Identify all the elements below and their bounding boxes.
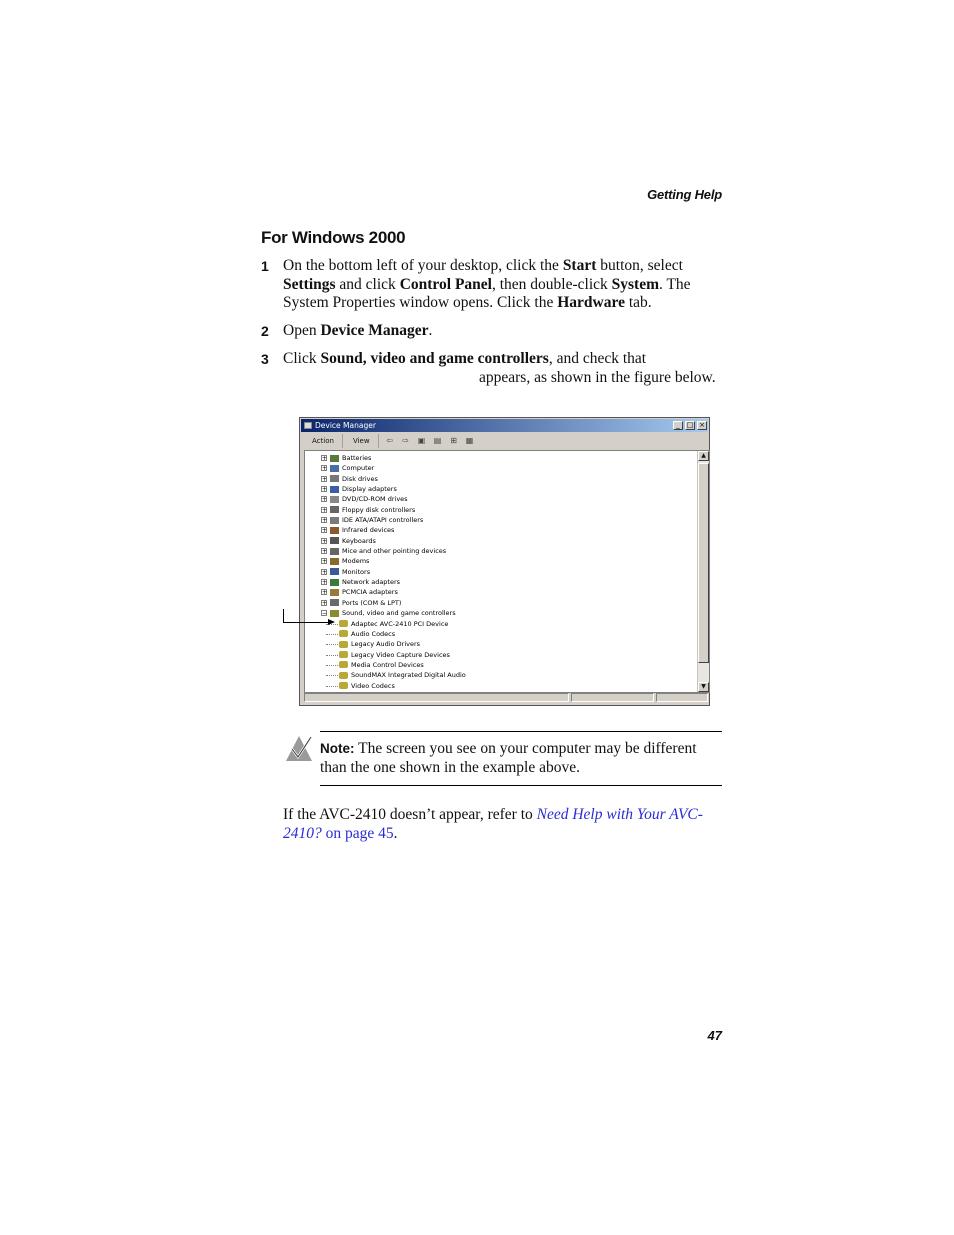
tree-item-label: PCMCIA adapters xyxy=(342,588,398,597)
expand-icon[interactable]: + xyxy=(322,486,328,494)
status-cell xyxy=(304,693,569,702)
tree-device-item[interactable] xyxy=(321,670,466,680)
closing-text: If the AVC-2410 doesn’t appear, refer to xyxy=(283,806,537,823)
page-number: 47 xyxy=(707,1028,722,1043)
tree-category-item[interactable] xyxy=(321,484,466,494)
status-bar xyxy=(304,693,710,703)
tree-item-label: DVD/CD-ROM drives xyxy=(342,495,408,504)
speaker-icon xyxy=(339,672,348,679)
device-category-icon xyxy=(330,599,339,606)
step-text-part: button, select xyxy=(596,257,683,274)
status-cell xyxy=(656,693,708,702)
expand-icon[interactable]: + xyxy=(322,558,328,566)
step-number: 3 xyxy=(261,351,269,367)
callout-arrowhead xyxy=(328,619,335,625)
tree-category-item[interactable] xyxy=(321,577,466,587)
refresh-icon[interactable]: ▤ xyxy=(433,436,442,445)
step-text-part: . The System Properties window opens. Click the xyxy=(283,275,691,312)
help-icon[interactable]: ▦ xyxy=(465,436,474,445)
step-text-part: , then double-click xyxy=(491,275,612,293)
properties-icon[interactable]: ▣ xyxy=(417,436,426,445)
step-1 xyxy=(261,257,731,313)
step-text-part: . xyxy=(428,322,433,339)
step-bold: Device Manager xyxy=(320,322,429,339)
speaker-icon xyxy=(339,651,348,658)
device-category-icon xyxy=(330,475,339,482)
expand-icon[interactable]: + xyxy=(322,496,328,504)
scan-icon[interactable]: ⊞ xyxy=(450,436,457,445)
note-text xyxy=(320,740,720,777)
tree-item-label: Keyboards xyxy=(342,536,376,545)
speaker-icon xyxy=(339,661,348,668)
tree-item-label: Video Codecs xyxy=(351,681,395,690)
link-page-text: on page 45 xyxy=(321,824,394,842)
status-cell xyxy=(571,693,655,702)
minimize-button[interactable]: _ xyxy=(673,421,683,430)
expand-icon[interactable]: + xyxy=(322,455,328,462)
expand-icon[interactable]: + xyxy=(322,475,328,483)
tree-category-item[interactable] xyxy=(321,567,466,577)
step-text xyxy=(283,322,731,341)
back-arrow-icon[interactable]: ⇦ xyxy=(386,436,393,445)
step-text-part: On the bottom left of your desktop, click the xyxy=(283,257,563,274)
speaker-icon xyxy=(339,630,348,637)
tree-item-label: Media Control Devices xyxy=(351,660,424,669)
step-text-part: and click xyxy=(335,275,400,293)
speaker-icon xyxy=(339,620,348,627)
device-category-icon xyxy=(330,455,339,462)
device-category-icon xyxy=(330,517,339,524)
tree-category-item[interactable] xyxy=(321,505,466,515)
menu-view[interactable]: View xyxy=(345,434,379,448)
step-3 xyxy=(261,350,731,387)
device-manager-app-icon xyxy=(304,422,312,429)
tree-category-item[interactable] xyxy=(321,598,466,608)
device-category-icon xyxy=(330,548,339,555)
expand-icon[interactable]: + xyxy=(322,527,328,535)
note-body: The screen you see on your computer may be different than the one shown in the example above. xyxy=(320,740,697,776)
expand-icon[interactable]: + xyxy=(322,548,328,556)
expand-icon[interactable]: + xyxy=(322,465,328,473)
speaker-icon xyxy=(339,641,348,648)
step-bold: Start xyxy=(562,257,597,274)
tree-device-item[interactable] xyxy=(321,619,466,629)
step-text xyxy=(283,350,731,387)
tree-category-item[interactable] xyxy=(321,474,466,484)
tree-item-label: Adaptec AVC-2410 PCI Device xyxy=(351,619,449,628)
tree-category-item[interactable] xyxy=(321,494,466,504)
tree-item-label: SoundMAX Integrated Digital Audio xyxy=(351,671,466,680)
tree-item-label: Legacy Audio Drivers xyxy=(351,640,421,649)
step-text-part: Click xyxy=(283,350,321,367)
callout-line xyxy=(283,622,331,623)
close-button[interactable]: × xyxy=(697,421,707,430)
device-tree xyxy=(321,453,466,691)
step-bold: Sound, video and game controllers xyxy=(320,350,549,367)
step-bold: Settings xyxy=(283,275,336,293)
device-category-icon xyxy=(330,496,339,503)
tree-category-item[interactable] xyxy=(321,453,466,463)
window-title: Device Manager xyxy=(315,421,376,430)
tree-device-item[interactable] xyxy=(321,681,466,691)
tree-item-label: Ports (COM & LPT) xyxy=(342,598,402,607)
device-category-icon xyxy=(330,579,339,586)
device-manager-window xyxy=(299,417,710,706)
expand-icon[interactable]: + xyxy=(322,599,328,607)
tree-category-item[interactable] xyxy=(321,587,466,597)
tree-item-label: Computer xyxy=(342,464,375,473)
tree-item-label: Batteries xyxy=(342,454,372,462)
tree-category-item[interactable] xyxy=(321,525,466,535)
step-text xyxy=(283,257,731,313)
tree-item-label: Audio Codecs xyxy=(351,629,396,638)
step-text-part: Open xyxy=(283,322,321,339)
menubar xyxy=(304,434,475,448)
note-checkmark-icon xyxy=(284,733,314,768)
tree-device-item[interactable] xyxy=(321,660,466,670)
tree-item-label: Network adapters xyxy=(342,578,401,587)
device-category-icon xyxy=(330,558,339,565)
device-category-icon xyxy=(330,589,339,596)
callout-line xyxy=(283,609,284,623)
tree-item-label: Infrared devices xyxy=(342,526,395,535)
tree-item-label: Display adapters xyxy=(342,485,397,494)
collapse-icon[interactable]: − xyxy=(322,610,328,618)
running-header: Getting Help xyxy=(647,187,722,202)
tree-category-item[interactable] xyxy=(321,515,466,525)
note-rule-bottom xyxy=(320,785,722,786)
device-category-icon xyxy=(330,537,339,544)
device-category-icon xyxy=(330,465,339,472)
device-tree-pane xyxy=(304,450,710,693)
scroll-thumb[interactable] xyxy=(698,463,709,663)
step-2 xyxy=(261,322,731,341)
device-category-icon xyxy=(330,527,339,534)
tree-item-label: IDE ATA/ATAPI controllers xyxy=(342,516,424,525)
tree-item-label: Floppy disk controllers xyxy=(342,505,416,514)
scroll-down-arrow[interactable]: ▼ xyxy=(698,682,709,692)
tree-item-label: Mice and other pointing devices xyxy=(342,547,447,556)
tree-device-item[interactable] xyxy=(321,639,466,649)
step-text-part: , and check that xyxy=(548,350,647,367)
tree-item-label: Sound, video and game controllers xyxy=(342,609,456,618)
tree-item-label: Disk drives xyxy=(342,474,378,483)
expand-icon[interactable]: + xyxy=(322,517,328,525)
closing-paragraph xyxy=(283,806,723,843)
tree-item-label: Monitors xyxy=(342,567,371,576)
device-category-icon xyxy=(330,568,339,575)
step-number: 1 xyxy=(261,258,269,274)
forward-arrow-icon[interactable]: ⇨ xyxy=(402,436,409,445)
expand-icon[interactable]: + xyxy=(322,589,328,597)
step-bold: Hardware xyxy=(557,294,625,312)
tree-category-item[interactable] xyxy=(321,556,466,566)
tree-device-item[interactable] xyxy=(321,650,466,660)
menu-action[interactable]: Action xyxy=(304,434,343,448)
expand-icon[interactable]: + xyxy=(322,506,328,514)
device-category-icon xyxy=(330,486,339,493)
tree-category-item[interactable] xyxy=(321,546,466,556)
closing-text: . xyxy=(393,824,398,842)
device-category-icon xyxy=(330,506,339,513)
expand-icon[interactable]: + xyxy=(322,579,328,587)
window-titlebar[interactable] xyxy=(301,419,708,432)
step-number: 2 xyxy=(261,323,269,339)
step-text-part: tab. xyxy=(624,294,652,312)
tree-item-label: Legacy Video Capture Devices xyxy=(351,650,450,659)
device-category-icon xyxy=(330,610,339,617)
section-title: For Windows 2000 xyxy=(261,228,406,247)
step-bold: Control Panel xyxy=(399,275,492,293)
vertical-scrollbar[interactable] xyxy=(697,451,709,692)
scroll-up-arrow[interactable]: ▲ xyxy=(698,451,709,461)
tree-device-item[interactable] xyxy=(321,629,466,639)
step-bold: System xyxy=(611,275,659,293)
maximize-button[interactable]: □ xyxy=(686,421,694,429)
tree-category-item[interactable] xyxy=(321,536,466,546)
note-rule-top xyxy=(320,731,722,732)
speaker-icon xyxy=(339,682,348,689)
link-italic-text: Need Help with Your AVC-2410? xyxy=(283,806,703,842)
note-label: Note: xyxy=(320,741,355,756)
tree-category-item[interactable] xyxy=(321,463,466,473)
expand-icon[interactable]: + xyxy=(322,537,328,545)
step-text-part: appears, as shown in the figure below. xyxy=(479,368,716,386)
tree-category-item[interactable] xyxy=(321,608,466,618)
tree-item-label: Modems xyxy=(342,557,370,566)
expand-icon[interactable]: + xyxy=(322,568,328,576)
